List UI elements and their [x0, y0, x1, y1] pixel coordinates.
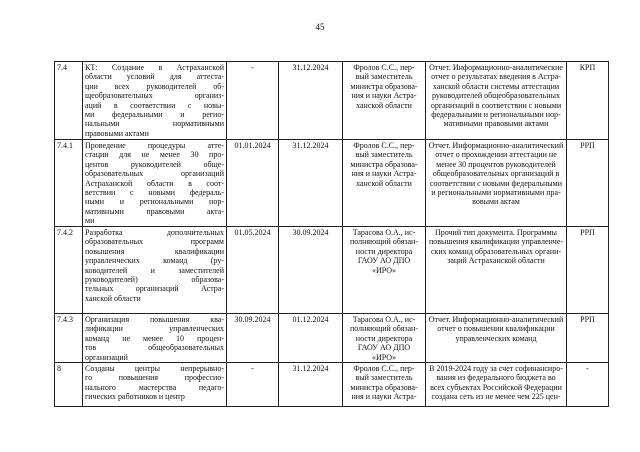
cell-line: Прочий тип документа. Программы — [434, 228, 558, 237]
cell-line: Фролов С.С., пер- — [353, 141, 415, 150]
cell-line: щеобразовательных организ- — [85, 91, 224, 101]
result-description — [426, 363, 567, 407]
cell-line: мативными правовыми акта- — [85, 206, 224, 216]
row-number: 8 — [55, 363, 83, 407]
cell-line: образовательных организаций — [85, 169, 224, 179]
cell-line: мативными правовыми актами — [443, 119, 549, 129]
cell-line: вания из федерального бюджета во — [436, 373, 556, 383]
event-name — [83, 140, 227, 227]
cell-line: вый заместитель — [355, 150, 413, 160]
event-name — [83, 227, 227, 314]
cell-line: вый заместитель — [355, 72, 413, 82]
cell-line: ми — [85, 216, 95, 226]
cell-line: министра образова- — [350, 81, 418, 91]
cell-line: Тарасова О.А., ис- — [352, 315, 416, 324]
cell-line: министра образова- — [350, 159, 418, 169]
row-number: 7.4.1 — [55, 140, 83, 227]
control-level: - — [567, 363, 609, 407]
cell-line: образовательных программ — [85, 237, 224, 247]
cell-line: руководителей) образова- — [85, 275, 224, 285]
cell-line: «ИРО» — [371, 352, 397, 362]
cell-line: ских команд образовательных органи- — [430, 246, 562, 256]
end-date: 31.12.2024 — [279, 62, 343, 140]
cell-line: го повышения профессио- — [85, 373, 224, 383]
row-number: 7.4.3 — [55, 314, 83, 363]
responsible-person — [343, 140, 426, 227]
cell-line: Отчет. Информационно-аналитические — [429, 63, 563, 72]
cell-line: Проведение процедуры атте- — [85, 141, 224, 150]
table-row — [55, 363, 609, 407]
cell-line: тов общеобразовательных — [85, 343, 224, 353]
cell-line: ханской области — [356, 178, 412, 188]
cell-line: руководителей общеобразовательных — [432, 91, 560, 101]
start-date: 30.09.2024 — [227, 314, 279, 363]
plan-table-body — [55, 62, 609, 407]
end-date: 31.12.2024 — [279, 140, 343, 227]
responsible-person — [343, 62, 426, 140]
result-description — [426, 140, 567, 227]
control-level: РРП — [567, 227, 609, 314]
start-date: - — [227, 363, 279, 407]
row-number: 7.4 — [55, 62, 83, 140]
cell-line: ханской области — [85, 293, 141, 303]
cell-line: ными и региональными нор- — [85, 197, 224, 207]
cell-line: Фролов С.С., пер- — [353, 63, 415, 72]
cell-line: общеобразовательных организаций в — [432, 169, 560, 179]
cell-line: В 2019-2024 году за счет софинансиро- — [429, 364, 563, 374]
result-description — [426, 314, 567, 363]
cell-line: лификации управленческих — [85, 324, 224, 334]
cell-line: заций Астраханской области — [447, 256, 545, 266]
cell-line: всех субъектах Российской Федерации — [430, 382, 562, 392]
cell-line: ния и науки Астра- — [351, 91, 417, 101]
table-row — [55, 314, 609, 363]
cell-line: повышения квалификации — [85, 246, 224, 256]
page-number: 45 — [315, 22, 325, 32]
cell-line: министра образова- — [350, 382, 418, 392]
cell-line: Созданы центры непрерывно- — [85, 364, 224, 374]
cell-line: полняющий обязан- — [349, 237, 419, 247]
cell-line: ности директора — [355, 333, 413, 343]
cell-line: ния и науки Астра- — [351, 392, 417, 402]
control-level: КРП — [567, 62, 609, 140]
cell-line: КТ: Создание в Астраханской — [85, 63, 224, 72]
cell-line: ководителей и заместителей — [85, 265, 224, 275]
cell-line: соответствии с новыми федеральными — [429, 178, 563, 188]
result-description — [426, 62, 567, 140]
cell-line: отчет о повышении квалификации — [437, 324, 555, 334]
cell-line: правовыми актами — [85, 128, 149, 138]
table-row — [55, 227, 609, 314]
cell-line: вый заместитель — [355, 373, 413, 383]
cell-line: Разработка дополнительных — [85, 228, 224, 237]
cell-line: ности директора — [355, 246, 413, 256]
responsible-person — [343, 227, 426, 314]
row-number: 7.4.2 — [55, 227, 83, 314]
cell-line: аций в соответствии с новы- — [85, 100, 224, 110]
start-date: 01.05.2024 — [227, 227, 279, 314]
cell-line: нальными нормативными — [85, 119, 224, 129]
event-name — [83, 363, 227, 407]
cell-line: организаций — [85, 352, 128, 362]
end-date: 30.09.2024 — [279, 227, 343, 314]
control-level: РРП — [567, 140, 609, 227]
start-date: 01.01.2024 — [227, 140, 279, 227]
responsible-person — [343, 314, 426, 363]
cell-line: федеральными и региональными нор- — [431, 110, 561, 120]
cell-line: ции всех руководителей об- — [85, 81, 224, 91]
cell-line: нального мастерства педаго- — [85, 382, 224, 392]
cell-line: и региональными нормативными пра- — [431, 188, 561, 198]
cell-line: гических работников и центр — [85, 392, 185, 402]
cell-line: Организация повышения ква- — [85, 315, 224, 324]
cell-line: тельных организаций Астра- — [85, 284, 224, 294]
cell-line: организаций в соответствии с новыми — [430, 100, 562, 110]
cell-line: ханской области системы аттестации — [432, 81, 560, 91]
cell-line: ГАОУ АО ДПО — [357, 256, 411, 266]
cell-line: менее 30 процентов руководителей — [436, 159, 556, 169]
cell-line: Отчет. Информационно-аналитический — [428, 141, 564, 150]
responsible-person — [343, 363, 426, 407]
cell-line: управленческих команд (ру- — [85, 256, 224, 266]
cell-line: создана сеть из не менее чем 225 цен- — [431, 392, 561, 402]
table-row — [55, 62, 609, 140]
cell-line: повышения квалификации управленче- — [428, 237, 564, 247]
event-name — [83, 62, 227, 140]
cell-line: Тарасова О.А., ис- — [352, 228, 416, 237]
cell-line: отчет о прохождении аттестации не — [435, 150, 557, 160]
table-row — [55, 140, 609, 227]
cell-line: стации для не менее 30 про- — [85, 150, 224, 160]
plan-table — [54, 61, 609, 407]
cell-line: команд не менее 10 процен- — [85, 333, 224, 343]
control-level: РРП — [567, 314, 609, 363]
cell-line: Отчет. Информационно-аналитический — [428, 315, 564, 324]
result-description — [426, 227, 567, 314]
end-date: 01.12.2024 — [279, 314, 343, 363]
cell-line: вовыми актам — [472, 197, 520, 207]
cell-line: ханской области — [356, 100, 412, 110]
cell-line: «ИРО» — [371, 265, 397, 275]
cell-line: центов руководителей обще- — [85, 159, 224, 169]
cell-line: полняющий обязан- — [349, 324, 419, 334]
start-date: - — [227, 62, 279, 140]
cell-line: ния и науки Астра- — [351, 169, 417, 179]
cell-line: ГАОУ АО ДПО — [357, 343, 411, 353]
cell-line: Фролов С.С., пер- — [353, 364, 415, 374]
cell-line: Астраханской области в соот- — [85, 178, 224, 188]
cell-line: отчет о результатах введения в Астра- — [431, 72, 561, 82]
cell-line: управленческих команд — [455, 333, 537, 343]
cell-line: ветствии с новыми федераль- — [85, 188, 224, 198]
cell-line: области условий для аттеста- — [85, 72, 224, 82]
end-date: 31.12.2024 — [279, 363, 343, 407]
cell-line: ми федеральными и регио- — [85, 110, 224, 120]
event-name — [83, 314, 227, 363]
